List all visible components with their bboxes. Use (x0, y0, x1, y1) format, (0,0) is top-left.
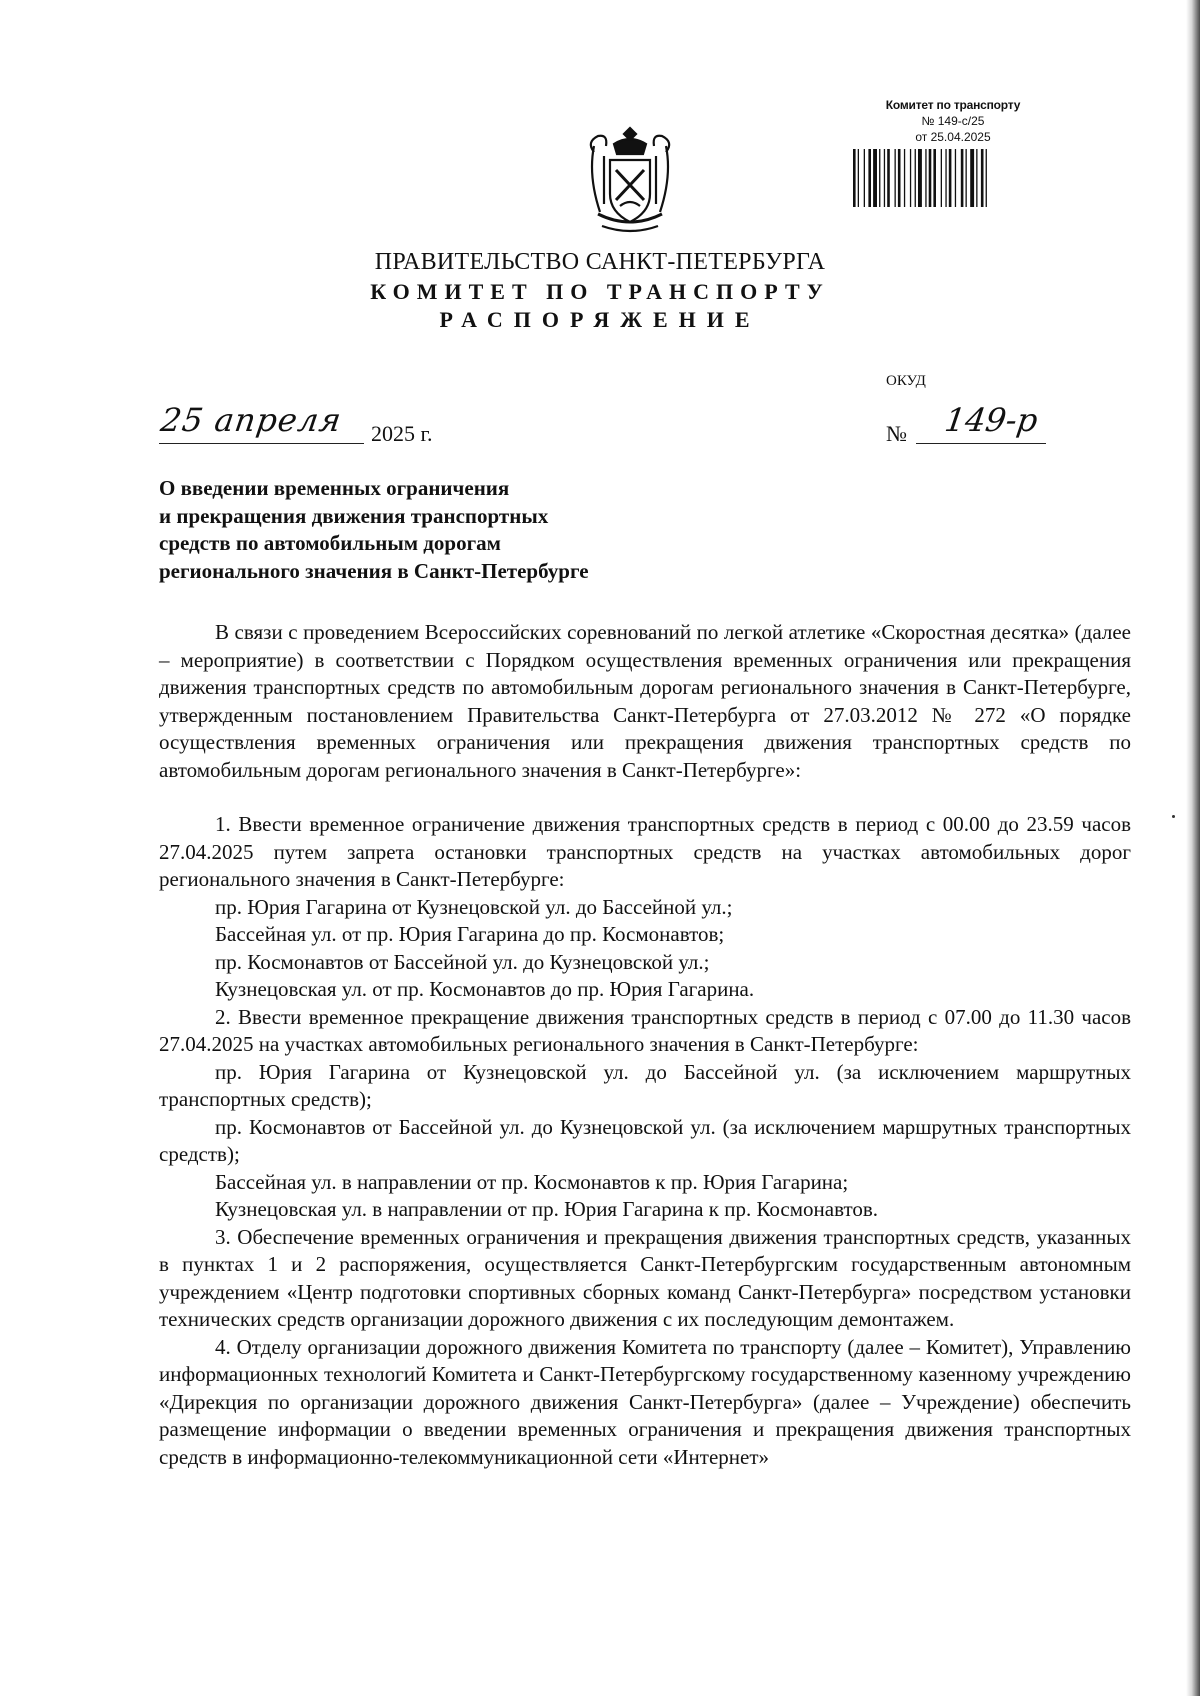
government-name: ПРАВИТЕЛЬСТВО САНКТ-ПЕТЕРБУРГА (374, 249, 826, 275)
item-1-paragraph: 1. Ввести временное ограничение движения транспортных средств в период с 00.00 до 23.59 часов 27.04.2025 путем запрета остановки транспортных средств на участках автомобильных дорог регионального значения в Санкт-Петербурге: (159, 812, 1131, 891)
item-3-paragraph: 3. Обеспечение временных ограничения и прекращения движения транспортных средств, указанных в пунктах 1 и 2 распоряжения, осуществляется Санкт-Петербургским государственным автономным учреждением «Центр подготовки спортивных сборных команд Санкт-Петербурга» посредством установки технических средств организации дорожного движения с их последующим демонтажем. (159, 1224, 1131, 1331)
document-title (159, 475, 679, 585)
coat-of-arms-icon (580, 122, 680, 238)
registration-stamp (848, 97, 1058, 207)
date-year: 2025 г. (371, 421, 433, 446)
committee-name: КОМИТЕТ ПО ТРАНСПОРТУ (370, 279, 830, 304)
item-2-list-entry: пр. Космонавтов от Бассейной ул. до Кузнецовской ул. (за исключением маршрутных транспортных средств); (159, 1114, 1131, 1166)
item-1-list-entry: Кузнецовская ул. от пр. Космонавтов до пр. Юрия Гагарина. (215, 977, 755, 1001)
stamp-organization: Комитет по транспорту (885, 98, 1021, 112)
stamp-date: от 25.04.2025 (915, 130, 991, 144)
title-line: О введении временных ограничения (159, 476, 510, 500)
item-2-paragraph: 2. Ввести временное прекращение движения транспортных средств в период с 07.00 до 11.30 часов 27.04.2025 на участках автомобильных регионального значения в Санкт-Петербурге: (159, 1004, 1131, 1056)
document-body (159, 619, 1131, 1471)
okud-label: ОКУД (886, 373, 926, 389)
item-2-list-entry: пр. Юрия Гагарина от Кузнецовской ул. до Бассейной ул. (за исключением маршрутных транспортных средств); (159, 1059, 1131, 1111)
number-sign: № (886, 421, 907, 446)
item-1-list-entry: Бассейная ул. от пр. Юрия Гагарина до пр. Космонавтов; (215, 922, 725, 946)
scan-dot (1172, 815, 1175, 818)
document-type: РАСПОРЯЖЕНИЕ (439, 307, 761, 332)
title-line: средств по автомобильным дорогам (159, 531, 501, 555)
preamble-paragraph: В связи с проведением Всероссийских соревнований по легкой атлетике «Скоростная десятка» (далее – мероприятие) в соответствии с Порядком осуществления временных ограничения или прекращения движения транспортных средств по автомобильным дорогам регионального значения в Санкт-Петербурге, утвержденным постановлением Правительства Санкт-Петербурга от 27.03.2012 № 272 «О порядке осуществления временных ограничения или прекращения движения транспортных средств по автомобильным дорогам регионального значения в Санкт-Петербурге»: (159, 620, 1131, 782)
stamp-number: № 149-с/25 (921, 114, 985, 128)
title-line: регионального значения в Санкт-Петербурге (159, 558, 589, 583)
item-4-paragraph: 4. Отделу организации дорожного движения Комитета по транспорту (далее – Комитет), Управлению информационных технологий Комитета и Санкт-Петербургскому государственному казенному учреждению «Дирекция по организации дорожного движения Санкт-Петербурга» (далее – Учреждение) обеспечить размещение информации о введении временных ограничения и прекращения движения транспортных средств в информационно-телекоммуникационной сети «Интернет» (159, 1334, 1131, 1469)
barcode-icon (851, 149, 1056, 207)
handwritten-number: 149-р (942, 401, 1041, 439)
item-1-list-entry: пр. Космонавтов от Бассейной ул. до Кузнецовской ул.; (215, 949, 710, 974)
title-line: и прекращения движения транспортных (159, 503, 549, 528)
item-2-list-entry: Бассейная ул. в направлении от пр. Космонавтов к пр. Юрия Гагарина; (215, 1169, 849, 1194)
item-2-list-entry: Кузнецовская ул. в направлении от пр. Юрия Гагарина к пр. Космонавтов. (215, 1197, 879, 1221)
item-1-list-entry: пр. Юрия Гагарина от Кузнецовской ул. до Бассейной ул.; (215, 894, 733, 919)
handwritten-date: 25 апреля (158, 401, 345, 439)
